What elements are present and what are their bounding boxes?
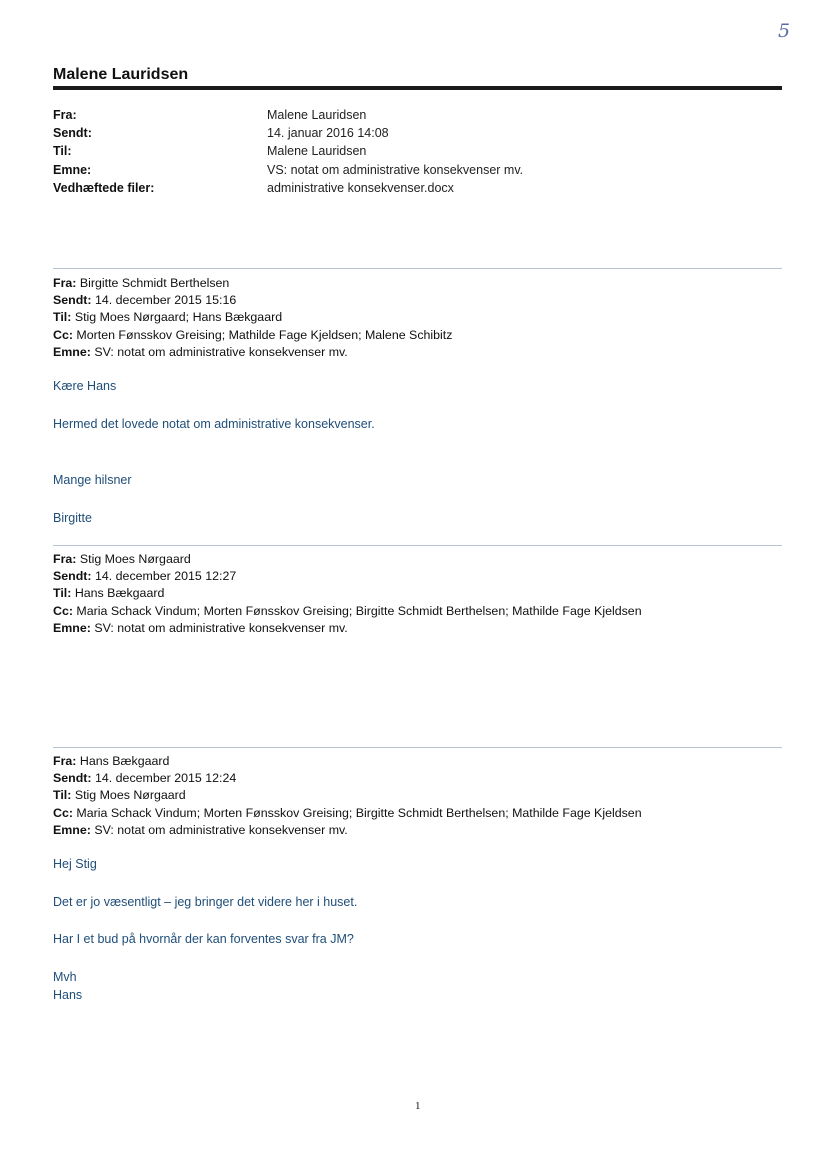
subject-label: Emne: xyxy=(53,344,91,359)
message-sent-line xyxy=(53,292,452,309)
message-from-line xyxy=(53,275,452,292)
header-row-sent xyxy=(53,124,523,142)
message-body-signature: Hans xyxy=(53,988,83,1002)
header-row-subject xyxy=(53,161,523,179)
message-sent-line xyxy=(53,770,642,787)
header-label: Fra: xyxy=(53,108,77,122)
header-row-to xyxy=(53,142,523,160)
message-header xyxy=(53,753,642,839)
subject-label: Emne: xyxy=(53,822,91,837)
message-separator xyxy=(53,268,782,269)
header-label: Emne: xyxy=(53,162,92,177)
message-cc-line xyxy=(53,805,642,822)
to-label: Til: xyxy=(53,788,72,803)
cc-label: Cc: xyxy=(53,805,73,820)
header-value: Malene Lauridsen xyxy=(267,108,367,122)
subject-label: Emne: xyxy=(53,620,91,635)
header-value: Malene Lauridsen xyxy=(267,144,367,159)
message-subject-line xyxy=(53,822,642,839)
subject-value: SV: notat om administrative konsekvenser mv. xyxy=(94,620,348,635)
message-body-closing: Mange hilsner xyxy=(53,473,132,487)
message-body-paragraph: Det er jo væsentligt – jeg bringer det videre her i huset. xyxy=(53,895,358,909)
to-value: Stig Moes Nørgaard xyxy=(74,788,186,803)
sent-label: Sendt: xyxy=(53,293,92,308)
message-sent-line xyxy=(53,568,642,585)
from-value: Birgitte Schmidt Berthelsen xyxy=(79,276,230,290)
message-to-line xyxy=(53,585,642,602)
cc-label: Cc: xyxy=(53,327,73,342)
message-header xyxy=(53,275,452,361)
from-label: Fra: xyxy=(53,754,77,768)
message-cc-line xyxy=(53,603,642,620)
subject-value: SV: notat om administrative konsekvenser mv. xyxy=(94,822,348,837)
from-value: Stig Moes Nørgaard xyxy=(79,552,191,566)
header-label: Til: xyxy=(53,144,72,159)
sent-value: 14. december 2015 12:27 xyxy=(95,569,237,584)
from-value: Hans Bækgaard xyxy=(79,754,170,768)
owner-rule-divider xyxy=(53,86,782,90)
from-label: Fra: xyxy=(53,552,77,566)
cc-value: Maria Schack Vindum; Morten Fønsskov Greising; Birgitte Schmidt Berthelsen; Mathilde Fage Kjeldsen xyxy=(76,603,642,618)
header-label: Vedhæftede filer: xyxy=(53,180,155,195)
message-subject-line xyxy=(53,344,452,361)
subject-value: SV: notat om administrative konsekvenser mv. xyxy=(94,344,348,359)
sent-label: Sendt: xyxy=(53,569,92,584)
message-from-line xyxy=(53,551,642,568)
message-separator xyxy=(53,545,782,546)
to-label: Til: xyxy=(53,310,72,325)
message-body-paragraph: Har I et bud på hvornår der kan forventes svar fra JM? xyxy=(53,932,354,946)
sent-label: Sendt: xyxy=(53,771,92,786)
message-body-greeting: Kære Hans xyxy=(53,379,117,393)
header-value: 14. januar 2016 14:08 xyxy=(267,126,389,141)
message-body-paragraph: Hermed det lovede notat om administrative konsekvenser. xyxy=(53,417,375,431)
handwritten-page-marker: 5 xyxy=(778,20,791,42)
header-row-attachments xyxy=(53,179,523,197)
message-header xyxy=(53,551,642,637)
message-body-greeting: Hej Stig xyxy=(53,857,97,871)
forward-header-table xyxy=(53,106,523,197)
message-body-closing: Mvh xyxy=(53,970,77,984)
message-body-signature: Birgitte xyxy=(53,511,92,525)
message-to-line xyxy=(53,787,642,804)
message-separator xyxy=(53,747,782,748)
attachment-filename: administrative konsekvenser.docx xyxy=(267,180,454,195)
message-from-line xyxy=(53,753,642,770)
message-to-line xyxy=(53,309,452,326)
sent-value: 14. december 2015 15:16 xyxy=(95,293,237,308)
mailbox-owner-name: Malene Lauridsen xyxy=(53,66,189,83)
header-value: VS: notat om administrative konsekvenser mv. xyxy=(267,162,524,177)
to-value: Stig Moes Nørgaard; Hans Bækgaard xyxy=(74,310,283,325)
page-number: 1 xyxy=(415,1100,421,1112)
header-label: Sendt: xyxy=(53,126,92,141)
message-cc-line xyxy=(53,327,452,344)
to-value: Hans Bækgaard xyxy=(74,586,165,601)
cc-value: Maria Schack Vindum; Morten Fønsskov Greising; Birgitte Schmidt Berthelsen; Mathilde Fage Kjeldsen xyxy=(76,805,642,820)
message-subject-line xyxy=(53,620,642,637)
header-row-from xyxy=(53,106,523,124)
cc-value: Morten Fønsskov Greising; Mathilde Fage Kjeldsen; Malene Schibitz xyxy=(76,327,453,342)
from-label: Fra: xyxy=(53,276,77,290)
sent-value: 14. december 2015 12:24 xyxy=(95,771,237,786)
cc-label: Cc: xyxy=(53,603,73,618)
to-label: Til: xyxy=(53,586,72,601)
